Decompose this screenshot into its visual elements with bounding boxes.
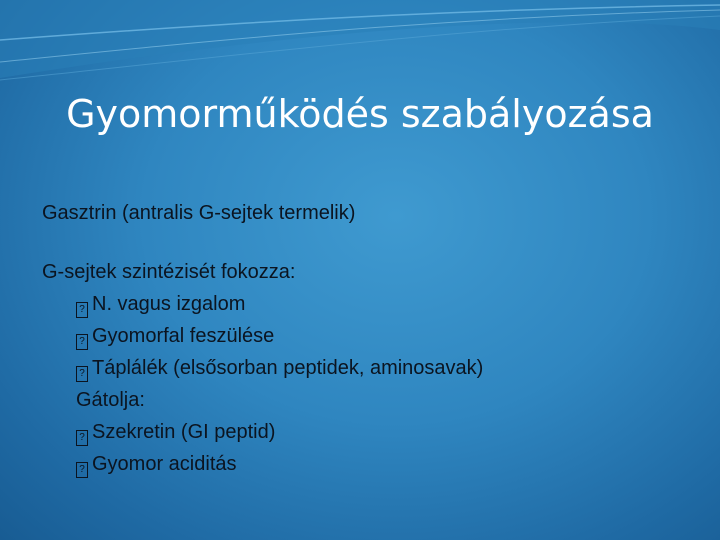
list-item-text: Gyomorfal feszülése: [92, 325, 275, 347]
list-item: [42, 448, 702, 480]
bullet-icon: ?: [76, 366, 88, 382]
list-item-text: N. vagus izgalom: [92, 293, 246, 315]
list-item: [42, 352, 702, 384]
increase-intro: G-sejtek szintézisét fokozza:: [42, 261, 296, 283]
slide-body: [42, 197, 702, 480]
bullet-icon: ?: [76, 430, 88, 446]
inhibit-label: Gátolja:: [76, 389, 145, 411]
list-item-text: Gyomor aciditás: [92, 453, 237, 475]
list-item-text: Táplálék (elsősorban peptidek, aminosavak): [92, 357, 484, 379]
bullet-icon: ?: [76, 334, 88, 350]
list-item: [42, 320, 702, 352]
list-item-text: Szekretin (GI peptid): [92, 421, 276, 443]
list-item: [42, 416, 702, 448]
slide-title: Gyomorműködés szabályozása: [66, 92, 654, 136]
list-item: [42, 288, 702, 320]
gastrin-paragraph: Gasztrin (antralis G-sejtek termelik): [42, 202, 356, 224]
bullet-icon: ?: [76, 302, 88, 318]
bullet-icon: ?: [76, 462, 88, 478]
